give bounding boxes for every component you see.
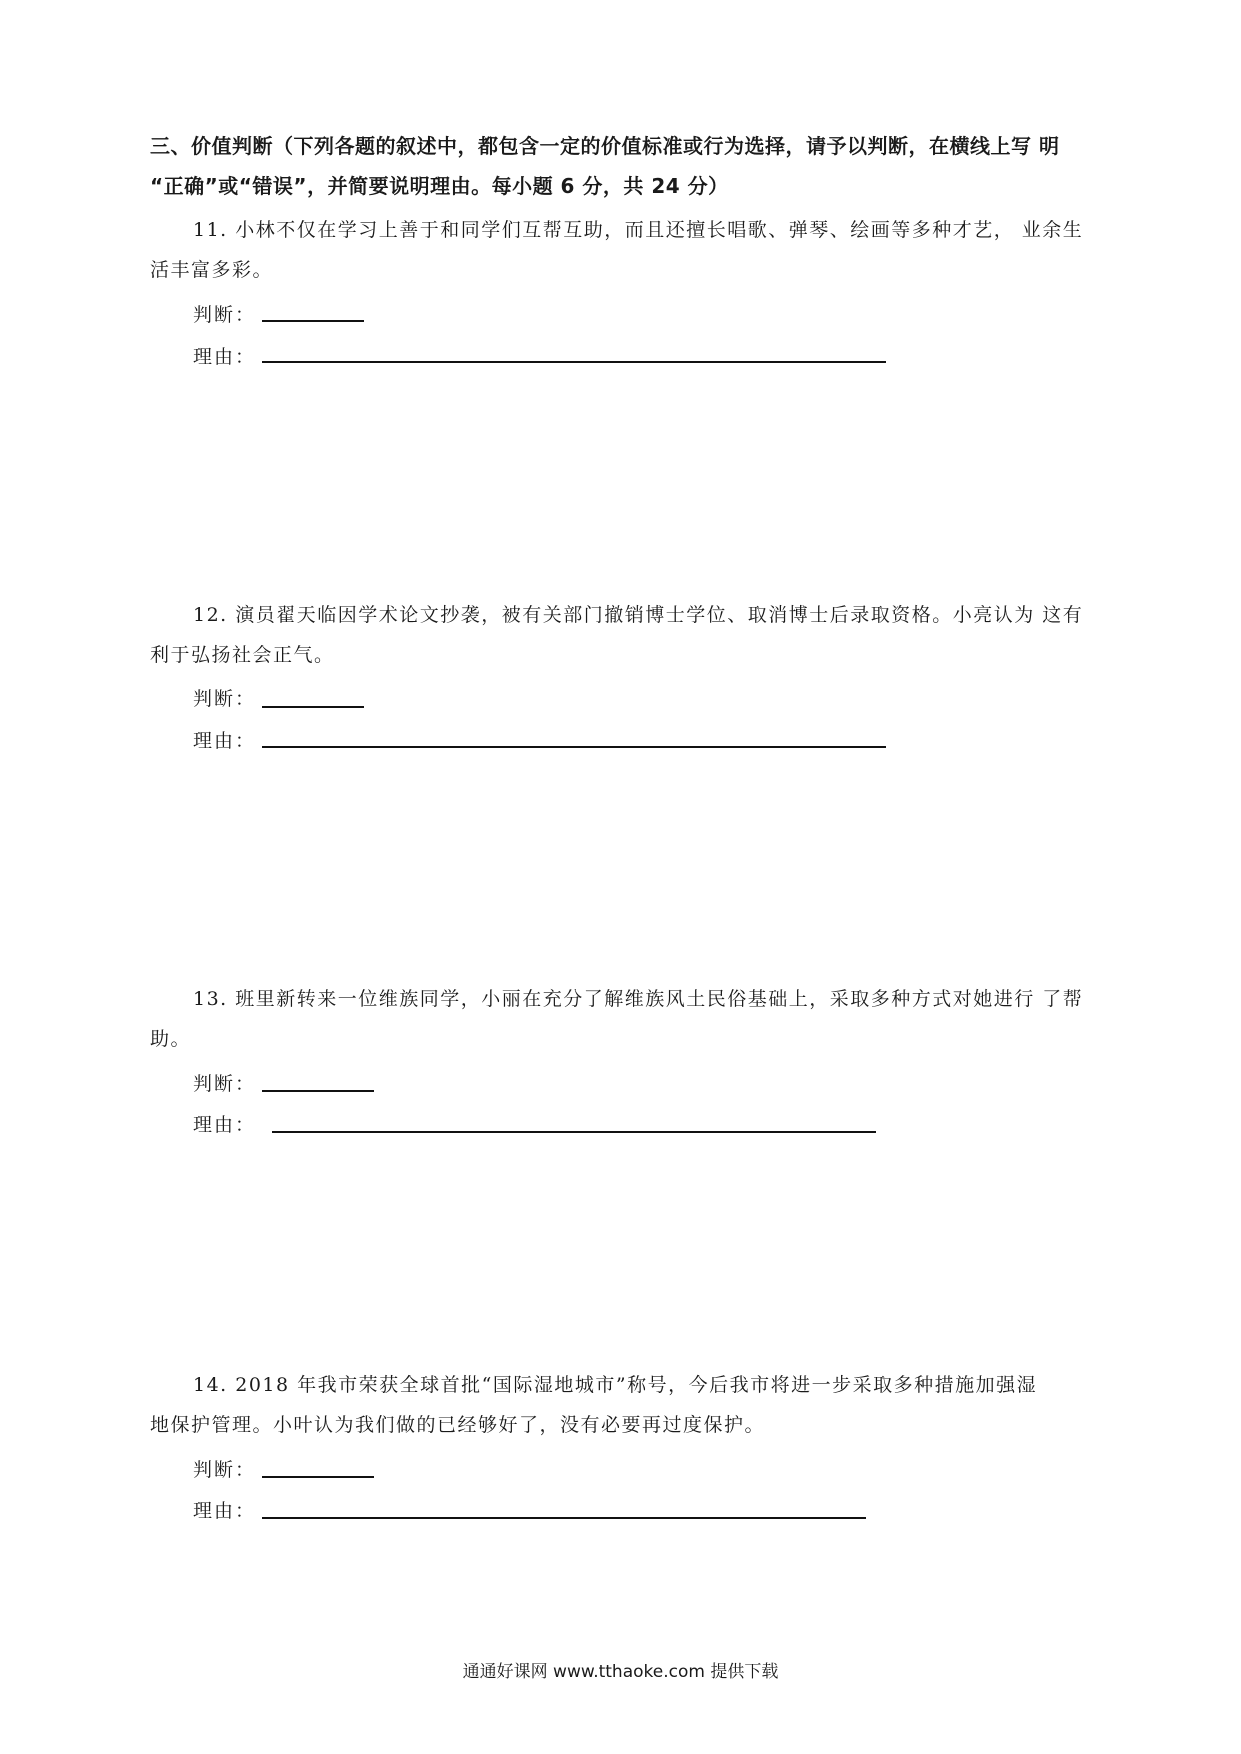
question-13-reason-label: 理由： (193, 1114, 257, 1136)
question-11-text-line1: 11. 小林不仅在学习上善于和同学们互帮互助，而且还擅长唱歌、弹琴、绘画等多种才艺， 业余生 (193, 219, 1084, 241)
question-13-judgment-blank[interactable] (262, 1090, 374, 1092)
question-11-reason-blank[interactable] (262, 361, 886, 363)
question-12-text-line1: 12. 演员翟天临因学术论文抄袭，被有关部门撤销博士学位、取消博士后录取资格。小亮认为 这有 (193, 604, 1084, 626)
page-footer: 通通好课网 www.tthaoke.com 提供下载 (462, 1662, 779, 1682)
question-13-judgment-label: 判断： (193, 1073, 257, 1095)
question-12-judgment-label: 判断： (193, 688, 257, 710)
question-14-judgment-blank[interactable] (262, 1476, 374, 1478)
question-12-reason-blank[interactable] (262, 746, 886, 748)
question-14-reason-blank[interactable] (262, 1517, 866, 1519)
section-heading-line2: “正确”或“错误”，并简要说明理由。每小题 6 分，共 24 分） (150, 174, 729, 198)
question-14-judgment-label: 判断： (193, 1459, 257, 1481)
question-11-judgment-label: 判断： (193, 304, 257, 326)
question-11-reason-label: 理由： (193, 346, 257, 368)
question-11-judgment-blank[interactable] (262, 320, 364, 322)
section-heading-line1: 三、价值判断（下列各题的叙述中，都包含一定的价值标准或行为选择，请予以判断，在横线上写 明 (150, 134, 1060, 158)
question-14-text-line1: 14. 2018 年我市荣获全球首批“国际湿地城市”称号，今后我市将进一步采取多种措施加强湿 (193, 1374, 1038, 1396)
question-12-judgment-blank[interactable] (262, 706, 364, 708)
question-14-text-line2: 地保护管理。小叶认为我们做的已经够好了，没有必要再过度保护。 (150, 1414, 766, 1436)
question-11-text-line2: 活丰富多彩。 (150, 259, 274, 281)
question-13-reason-blank[interactable] (272, 1131, 876, 1133)
question-13-text-line1: 13. 班里新转来一位维族同学，小丽在充分了解维族风土民俗基础上，采取多种方式对她进行 了帮 (193, 988, 1084, 1010)
question-12-text-line2: 利于弘扬社会正气。 (150, 644, 335, 666)
question-12-reason-label: 理由： (193, 730, 257, 752)
question-13-text-line2: 助。 (150, 1028, 192, 1050)
question-14-reason-label: 理由： (193, 1500, 257, 1522)
